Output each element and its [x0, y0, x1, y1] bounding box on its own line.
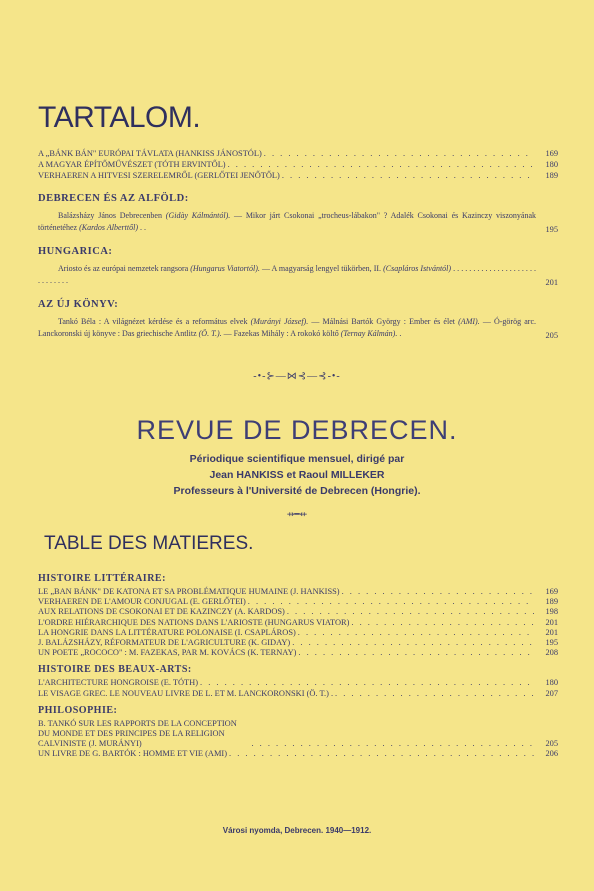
toc-entry[interactable]	[38, 638, 558, 648]
leader-dots	[287, 607, 534, 617]
page-number: 201	[545, 617, 558, 627]
toc-entry-title: LE VISAGE GREC. LE NOUVEAU LIVRE DE L. ET M. LANCKORONSKI (Ö. T.) .	[38, 688, 334, 698]
paragraph-text: — Fazekas Mihály : A rokokó költő	[221, 329, 341, 338]
page-number: 169	[545, 149, 558, 158]
leader-dots	[229, 749, 534, 759]
toc-entry-title: A „BÁNK BÁN" EURÓPAI TÁVLATA (HANKISS JÁNOSTÓL)	[38, 149, 262, 158]
page-number: 180	[545, 678, 558, 688]
toc-entry[interactable]	[38, 148, 558, 159]
section-paragraph	[38, 263, 536, 287]
toc-entry-title: LE „BAN BÁNK" DE KATONA ET SA PROBLÉMATIQUE HUMAINE (J. HANKISS)	[38, 587, 340, 596]
section-heading: HISTOIRE DES BEAUX-ARTS:	[38, 664, 192, 676]
section-heading: HISTOIRE LITTÉRAIRE:	[38, 573, 166, 584]
author-credit: (Csapláros Istvántól)	[383, 264, 452, 273]
page-number: 205	[545, 739, 558, 749]
revue-subtitle: Périodique scientifique mensuel, dirigé par	[189, 453, 405, 465]
paragraph-text: Balázsházy János Debrecenben	[58, 211, 166, 220]
ornament-divider: -•-⊱—⋈⊰—⊰-•-	[253, 371, 341, 382]
leader-dots	[251, 739, 534, 749]
page-number: 169	[545, 587, 558, 596]
leader-dots	[335, 689, 534, 699]
toc-entry-title: AUX RELATIONS DE CSOKONAI ET DE KAZINCZY (A. KARDOS)	[38, 607, 285, 617]
paragraph-text: — Ó-görög arc. Lanckoronski új könyve : Das griechische Antlitz	[38, 317, 536, 338]
toc-entry-title: VERHAEREN DE L'AMOUR CONJUGAL (E. GERLŐTEI)	[38, 597, 246, 607]
toc-entry[interactable]	[38, 170, 558, 181]
toc-entry-title: LA HONGRIE DANS LA LITTÉRATURE POLONAISE (I. CSAPLÁROS)	[38, 627, 296, 637]
leader-dots	[248, 597, 534, 607]
author-credit: (Murányi József).	[250, 317, 309, 326]
toc-entry[interactable]	[38, 678, 558, 688]
section-paragraph	[38, 210, 536, 234]
hungarian-title: TARTALOM.	[38, 101, 201, 134]
toc-entry-title: A MAGYAR ÉPÍTŐMŰVÉSZET (TÓTH ERVINTŐL)	[38, 160, 226, 169]
page-number: 201	[545, 278, 558, 287]
author-credit: (Ternay Kálmán).	[340, 329, 398, 338]
section-body	[38, 316, 558, 340]
toc-entry-title: B. TANKÓ SUR LES RAPPORTS DE LA CONCEPTION DU MONDE ET DES PRINCIPES DE LA RELIGION CALVINISTE (J. MURÁNYI)	[38, 718, 237, 749]
page-number: 201	[545, 627, 558, 637]
revue-affiliation: Professeurs à l'Université de Debrecen (Hongrie).	[173, 485, 421, 497]
french-toc	[38, 567, 558, 760]
paragraph-text: — Mikor járt Csokonai „trocheus-lábakon" ? Adalék Csokonai és Kazinczy viszonyának történetéhez	[38, 211, 536, 232]
leader-dots	[264, 148, 534, 159]
author-credit: (Kardos Alberttől)	[79, 223, 138, 232]
page-number: 205	[545, 331, 558, 340]
paragraph-text: — Málnási Bartók György : Ember és élet	[308, 317, 459, 326]
leader-dots	[351, 618, 534, 628]
toc-entry-title: UN LIVRE DE G. BARTÓK : HOMME ET VIE (AMI)	[38, 749, 228, 759]
section-paragraph	[38, 316, 536, 340]
revue-editors: Jean HANKISS et Raoul MILLEKER	[209, 469, 385, 481]
page-number: 198	[545, 607, 558, 617]
toc-entry[interactable]	[38, 628, 558, 638]
toc-entry-title: J. BALÁZSHÁZY, RÉFORMATEUR DE L'AGRICULTURE (K. GIDAY)	[38, 638, 291, 648]
toc-entry[interactable]	[38, 597, 558, 607]
arrow-ornament: ⇸━⇷	[286, 509, 308, 519]
page-number: 206	[545, 749, 558, 759]
page-number: 208	[545, 648, 558, 658]
page-number: 180	[545, 160, 558, 169]
toc-entry[interactable]	[38, 719, 558, 750]
toc-entry-title: L'ORDRE HIÉRARCHIQUE DES NATIONS DANS L'ARIOSTE (HUNGARUS VIATOR)	[38, 617, 350, 627]
leader-dots	[342, 587, 534, 597]
section-body	[38, 210, 558, 234]
section-heading: PHILOSOPHIE:	[38, 704, 118, 716]
paragraph-text: .	[397, 329, 402, 338]
page-number: 207	[545, 688, 558, 698]
toc-entry[interactable]	[38, 648, 558, 658]
toc-entry-title: VERHAEREN A HITVESI SZERELEMRŐL (GERLŐTEI JENŐTŐL)	[38, 171, 280, 180]
author-credit: (Gidày Kálmántól).	[165, 211, 231, 220]
toc-entry[interactable]	[38, 587, 558, 597]
paragraph-text: Ariosto és az európai nemzetek rangsora	[58, 264, 191, 273]
section-heading: AZ ÚJ KÖNYV:	[38, 299, 119, 310]
paragraph-text: — A magyarság lengyel tükörben, II.	[259, 264, 384, 273]
section-heading: DEBRECEN ÉS AZ ALFÖLD:	[38, 193, 189, 204]
author-credit: (Hungarus Viatortól).	[190, 264, 260, 273]
page-number: 195	[545, 638, 558, 648]
leader-dots	[298, 648, 534, 658]
author-credit: (AMI).	[458, 317, 480, 326]
toc-entry[interactable]	[38, 749, 558, 759]
author-credit: (Ö. T.).	[198, 329, 222, 338]
leader-dots	[292, 638, 534, 648]
toc-entry[interactable]	[38, 618, 558, 628]
revue-title: REVUE DE DEBRECEN.	[136, 415, 458, 445]
printer-imprint: Városi nyomda, Debrecen. 1940—1912.	[222, 826, 372, 835]
section-heading: HUNGARICA:	[38, 246, 113, 257]
french-title: TABLE DES MATIERES.	[44, 533, 254, 554]
toc-entry-title: UN POETE „ROCOCO" : M. FAZEKAS, PAR M. KOVÁCS (K. TERNAY)	[38, 648, 297, 658]
leader-dots	[282, 170, 534, 181]
leader-dots	[228, 159, 534, 170]
hungarian-entry-list	[38, 148, 558, 181]
toc-entry[interactable]	[38, 159, 558, 170]
hungarian-toc	[38, 148, 558, 340]
toc-entry[interactable]	[38, 689, 558, 699]
section-body	[38, 263, 558, 287]
paragraph-text: . .	[137, 223, 146, 232]
page-number: 195	[545, 225, 558, 234]
paragraph-text: Tankó Béla : A világnézet kérdése és a református elvek	[58, 317, 251, 326]
toc-entry[interactable]	[38, 607, 558, 617]
page-number: 189	[545, 171, 558, 180]
leader-dots	[298, 628, 534, 638]
toc-entry-title: L'ARCHITECTURE HONGROISE (E. TÓTH)	[38, 678, 198, 688]
paragraph-text: . . . . . . . . . . . . . . . . . . . . . . . . . . . . .	[38, 264, 537, 285]
hungarian-section-list	[38, 193, 558, 340]
page-number: 189	[545, 597, 558, 607]
leader-dots	[200, 678, 534, 688]
